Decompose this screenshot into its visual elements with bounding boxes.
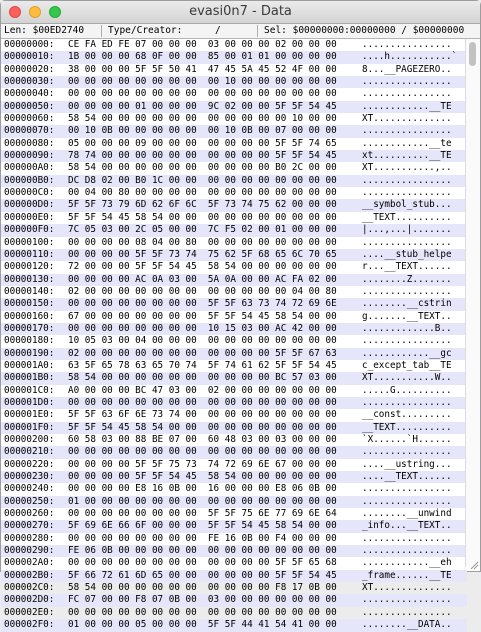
row-hex-bytes[interactable]: 00 00 00 00 08 04 00 80 00 00 00 00 00 00 00 00 (68, 236, 337, 248)
hex-row[interactable] (1, 138, 467, 150)
row-hex-bytes[interactable]: 05 00 00 00 09 00 00 00 00 00 00 00 5F 5F 74 65 (68, 137, 337, 149)
hex-row[interactable] (1, 619, 467, 631)
divider (257, 25, 258, 37)
row-hex-bytes[interactable]: 78 74 00 00 00 00 00 00 00 00 00 00 5F 5F 54 45 (68, 150, 337, 162)
row-hex-bytes[interactable]: 00 00 00 00 00 00 00 00 00 00 00 00 5F 5F 65 68 (68, 557, 337, 569)
row-ascii[interactable]: ................ (362, 335, 452, 347)
row-address: 00000230: (4, 471, 55, 483)
hex-row[interactable] (1, 311, 467, 323)
row-address: 00000030: (4, 76, 55, 88)
row-hex-bytes[interactable]: 5F 5F 73 79 6D 62 6F 6C 5F 73 74 75 62 00 00 00 (68, 199, 337, 211)
row-address: 00000120: (4, 261, 55, 273)
row-ascii[interactable]: ........__unwind (362, 508, 452, 520)
row-ascii[interactable]: __symbol_stub... (362, 199, 452, 211)
length-readout: Len: $00ED2740 (4, 25, 85, 36)
row-hex-bytes[interactable]: 00 00 00 00 5F 5F 54 45 58 54 00 00 00 00 00 00 (68, 471, 337, 483)
row-address: 00000260: (4, 508, 55, 520)
hex-row[interactable] (1, 274, 467, 286)
row-address: 000000D0: (4, 199, 55, 211)
row-hex-bytes[interactable]: 60 58 03 00 88 BE 07 00 60 48 03 00 03 00 00 00 (68, 434, 337, 445)
row-address: 000000A0: (4, 162, 55, 174)
hex-row[interactable] (1, 607, 467, 619)
hex-row[interactable] (1, 520, 467, 532)
row-ascii[interactable]: g.......__TEXT.. (362, 310, 452, 322)
row-ascii[interactable]: ................ (362, 187, 452, 199)
row-hex-bytes[interactable]: A0 00 00 00 BC 47 03 00 02 00 00 00 00 00 00 00 (68, 384, 337, 396)
row-ascii[interactable]: ................ (362, 532, 452, 544)
row-address: 00000200: (4, 434, 55, 445)
type-creator-label[interactable]: Type/Creator: (108, 25, 183, 36)
hex-row[interactable] (1, 249, 467, 261)
row-ascii[interactable]: r...__TEXT...... (362, 261, 452, 273)
row-hex-bytes[interactable]: 00 00 00 00 5F 5F 75 73 74 72 69 6E 67 00 00 00 (68, 458, 337, 470)
hex-row[interactable] (1, 348, 467, 360)
row-address: 000001E0: (4, 409, 55, 421)
row-ascii[interactable]: ........Z....... (362, 273, 452, 285)
row-hex-bytes[interactable]: 00 00 00 00 AC 0A 03 00 5A 0A 00 00 AC FA 02 00 (68, 273, 337, 285)
hex-row[interactable] (1, 64, 467, 76)
row-ascii[interactable]: ................ (362, 236, 452, 248)
hex-row[interactable] (1, 496, 467, 508)
row-hex-bytes[interactable]: 5F 69 6E 66 6F 00 00 00 5F 5F 54 45 58 54 00 00 (68, 520, 337, 532)
row-ascii[interactable]: c_except_tab__TE (362, 359, 452, 371)
hex-row[interactable] (1, 360, 467, 372)
row-address: 00000250: (4, 495, 55, 507)
row-hex-bytes[interactable]: 00 00 00 00 00 00 00 00 00 00 00 00 00 00 00 00 (68, 446, 337, 458)
row-ascii[interactable]: ................ (362, 396, 452, 408)
row-hex-bytes[interactable]: 10 05 03 00 04 00 00 00 00 00 00 00 00 00 00 00 (68, 335, 337, 347)
hex-row[interactable] (1, 434, 467, 446)
row-address: 000002E0: (4, 606, 55, 618)
row-ascii[interactable]: ................ (362, 446, 452, 458)
hex-row[interactable] (1, 212, 467, 224)
row-address: 00000110: (4, 248, 55, 260)
hex-row[interactable] (1, 533, 467, 545)
row-address: 00000130: (4, 273, 55, 285)
row-ascii[interactable]: |...,...|....... (362, 224, 452, 236)
hex-row[interactable] (1, 125, 467, 137)
row-ascii[interactable]: __const......... (362, 409, 452, 421)
row-ascii[interactable]: ................ (362, 39, 452, 50)
row-ascii[interactable]: ....__TEXT...... (362, 471, 452, 483)
hex-row[interactable] (1, 187, 467, 199)
row-hex-bytes[interactable]: 00 00 00 00 00 00 00 00 10 15 03 00 AC 42 00 00 (68, 322, 337, 334)
row-hex-bytes[interactable]: 5F 5F 63 6F 6E 73 74 00 00 00 00 00 00 00 00 00 (68, 409, 337, 421)
row-address: 000002F0: (4, 619, 55, 631)
row-address: 00000170: (4, 322, 55, 334)
hex-row[interactable] (1, 101, 467, 113)
hex-row[interactable] (1, 298, 467, 310)
row-hex-bytes[interactable]: 5F 5F 54 45 58 54 00 00 00 00 00 00 00 00 00 00 (68, 421, 337, 433)
row-hex-bytes[interactable]: 58 54 00 00 00 00 00 00 00 00 00 00 BC 57 03 00 (68, 372, 337, 384)
hex-row[interactable] (1, 446, 467, 458)
row-address: 00000210: (4, 446, 55, 458)
hex-row[interactable] (1, 113, 467, 125)
row-hex-bytes[interactable]: 02 00 00 00 00 00 00 00 00 00 00 00 5F 5F 67 63 (68, 347, 337, 359)
row-hex-bytes[interactable]: 01 00 00 00 05 00 00 00 5F 5F 44 41 54 41 00 00 (68, 619, 337, 631)
row-address: 00000060: (4, 113, 55, 125)
row-hex-bytes[interactable]: 00 00 00 00 00 00 00 00 5F 5F 75 6E 77 69 6E 64 (68, 508, 337, 520)
hex-row[interactable] (1, 545, 467, 557)
row-address: 000000F0: (4, 224, 55, 236)
hex-row[interactable] (1, 76, 467, 88)
row-ascii[interactable]: ................ (362, 88, 452, 100)
row-ascii[interactable]: ............__eh (362, 557, 452, 569)
row-address: 00000160: (4, 310, 55, 322)
row-address: 00000240: (4, 483, 55, 495)
row-ascii[interactable]: ................ (362, 606, 452, 618)
row-ascii[interactable]: ............__TE (362, 100, 452, 112)
row-address: 00000050: (4, 100, 55, 112)
row-ascii[interactable]: ................ (362, 594, 452, 606)
row-ascii[interactable]: ....__ustring... (362, 458, 452, 470)
row-address: 000002B0: (4, 569, 55, 581)
hex-row[interactable] (1, 237, 467, 249)
row-ascii[interactable]: ................ (362, 545, 452, 557)
resize-grip-icon[interactable] (469, 560, 479, 570)
row-address: 000000E0: (4, 211, 55, 223)
hex-row[interactable] (1, 422, 467, 434)
row-ascii[interactable]: ................ (362, 285, 452, 297)
hex-row[interactable] (1, 483, 467, 495)
hex-row[interactable] (1, 570, 467, 582)
row-ascii[interactable]: .....G.......... (362, 384, 452, 396)
row-address: 000001A0: (4, 359, 55, 371)
row-address: 000001C0: (4, 384, 55, 396)
row-ascii[interactable]: ....h...........` (362, 51, 458, 63)
row-hex-bytes[interactable]: 5F 66 72 61 6D 65 00 00 00 00 00 00 5F 5F 54 45 (68, 569, 337, 581)
row-hex-bytes[interactable]: 02 00 00 00 00 00 00 00 00 00 00 00 00 04 00 80 (68, 285, 337, 297)
hex-row[interactable] (1, 372, 467, 384)
row-hex-bytes[interactable]: 58 54 00 00 00 00 00 00 00 00 00 00 00 10 00 00 (68, 113, 337, 125)
row-hex-bytes[interactable]: 00 00 00 00 00 00 00 00 00 00 00 00 00 00 00 00 (68, 88, 337, 100)
row-ascii[interactable]: ............__te (362, 137, 452, 149)
row-ascii[interactable]: _frame......__TE (362, 569, 452, 581)
vertical-scrollbar[interactable] (465, 39, 480, 567)
hex-row[interactable] (1, 459, 467, 471)
hex-row[interactable] (1, 582, 467, 594)
hex-row[interactable] (1, 39, 467, 51)
row-ascii[interactable]: ................ (362, 483, 452, 495)
hex-row[interactable] (1, 557, 467, 569)
row-hex-bytes[interactable]: FE 06 0B 00 00 00 00 00 00 00 00 00 00 00 00 00 (68, 545, 337, 557)
row-address: 000001B0: (4, 372, 55, 384)
row-hex-bytes[interactable]: CE FA ED FE 07 00 00 00 03 00 00 00 02 00 00 00 (68, 39, 337, 50)
row-address: 00000070: (4, 125, 55, 137)
row-ascii[interactable]: xt..........__TE (362, 150, 452, 162)
row-address: 00000090: (4, 150, 55, 162)
row-hex-bytes[interactable]: 7C 05 03 00 2C 05 00 00 7C F5 02 00 01 00 00 00 (68, 224, 337, 236)
row-hex-bytes[interactable]: 1B 00 00 00 68 0F 00 00 85 00 01 01 00 00 00 00 (68, 51, 337, 63)
row-hex-bytes[interactable]: 00 00 00 00 5F 5F 73 74 75 62 5F 68 65 6C 70 65 (68, 248, 337, 260)
row-hex-bytes[interactable]: 00 00 00 00 00 00 00 00 5F 5F 63 73 74 72 69 6E (68, 298, 337, 310)
row-hex-bytes[interactable]: 00 00 00 00 00 00 00 00 00 10 00 00 00 00 00 00 (68, 76, 337, 88)
row-ascii[interactable]: .............B.. (362, 322, 452, 334)
hex-row[interactable] (1, 51, 467, 63)
row-address: 000000C0: (4, 187, 55, 199)
row-ascii[interactable]: ................ (362, 495, 452, 507)
row-hex-bytes[interactable]: DC D8 02 00 B0 1C 00 00 00 00 00 00 00 00 00 00 (68, 174, 337, 186)
hex-row[interactable] (1, 323, 467, 335)
row-address: 000001D0: (4, 396, 55, 408)
hex-row[interactable] (1, 175, 467, 187)
hex-row[interactable] (1, 224, 467, 236)
row-hex-bytes[interactable]: 63 5F 65 78 63 65 70 74 5F 74 61 62 5F 5F 54 45 (68, 359, 337, 371)
row-address: 000002A0: (4, 557, 55, 569)
hex-row[interactable] (1, 335, 467, 347)
row-ascii[interactable]: ................ (362, 174, 452, 186)
row-address: 000002C0: (4, 582, 55, 594)
type-creator-value[interactable]: / (215, 25, 221, 36)
row-ascii[interactable]: `X......`H...... (362, 434, 452, 445)
row-hex-bytes[interactable]: 00 00 00 00 01 00 00 00 9C 02 00 00 5F 5F 54 45 (68, 100, 337, 112)
row-address: 00000190: (4, 347, 55, 359)
row-address: 00000140: (4, 285, 55, 297)
row-hex-bytes[interactable]: 72 00 00 00 5F 5F 54 45 58 54 00 00 00 00 00 00 (68, 261, 337, 273)
row-hex-bytes[interactable]: 00 10 0B 00 00 00 00 00 00 10 0B 00 07 00 00 00 (68, 125, 337, 137)
row-hex-bytes[interactable]: 00 04 00 80 00 00 00 00 00 00 00 00 00 00 00 00 (68, 187, 337, 199)
hex-row[interactable] (1, 150, 467, 162)
row-hex-bytes[interactable]: 01 00 00 00 00 00 00 00 00 00 00 00 00 00 00 00 (68, 495, 337, 507)
row-hex-bytes[interactable]: 5F 5F 54 45 58 54 00 00 00 00 00 00 00 00 00 00 (68, 211, 337, 223)
row-hex-bytes[interactable]: 00 00 00 00 00 00 00 00 00 00 00 00 00 00 00 00 (68, 396, 337, 408)
row-ascii[interactable]: XT...........,.. (362, 162, 452, 174)
hex-row[interactable] (1, 409, 467, 421)
row-address: 00000020: (4, 63, 55, 75)
row-ascii[interactable]: ................ (362, 76, 452, 88)
row-ascii[interactable]: __TEXT.......... (362, 421, 452, 433)
row-hex-bytes[interactable]: 58 54 00 00 00 00 00 00 00 00 00 00 B0 2C 00 00 (68, 162, 337, 174)
row-address: 000002D0: (4, 594, 55, 606)
row-ascii[interactable]: 8...__PAGEZERO.. (362, 63, 452, 75)
row-hex-bytes[interactable]: 38 00 00 00 5F 5F 50 41 47 45 5A 45 52 4F 00 00 (68, 63, 337, 75)
row-ascii[interactable]: ............__gc (362, 347, 452, 359)
hex-row[interactable] (1, 162, 467, 174)
row-hex-bytes[interactable]: 00 00 00 00 E8 16 0B 00 16 00 00 00 E8 06 0B 00 (68, 483, 337, 495)
row-ascii[interactable]: XT.............. (362, 582, 452, 594)
row-address: 00000280: (4, 532, 55, 544)
row-ascii[interactable]: ................ (362, 125, 452, 137)
hex-row[interactable] (1, 397, 467, 409)
row-ascii[interactable]: __TEXT.......... (362, 211, 452, 223)
row-hex-bytes[interactable]: 67 00 00 00 00 00 00 00 5F 5F 54 45 58 54 00 00 (68, 310, 337, 322)
row-address: 00000040: (4, 88, 55, 100)
hex-row[interactable] (1, 471, 467, 483)
row-ascii[interactable]: _info...__TEXT.. (362, 520, 452, 532)
hex-row[interactable] (1, 286, 467, 298)
hex-row[interactable] (1, 508, 467, 520)
row-address: 000000B0: (4, 174, 55, 186)
row-ascii[interactable]: ........__cstrin (362, 298, 452, 310)
row-address: 00000000: (4, 39, 55, 50)
row-ascii[interactable]: XT.............. (362, 113, 452, 125)
row-address: 00000150: (4, 298, 55, 310)
row-address: 00000010: (4, 51, 55, 63)
row-ascii[interactable]: ....__stub_helpe (362, 248, 452, 260)
hex-row[interactable] (1, 594, 467, 606)
row-hex-bytes[interactable]: 00 00 00 00 00 00 00 00 FE 16 0B 00 F4 00 00 00 (68, 532, 337, 544)
scrollbar-thumb[interactable] (469, 42, 476, 66)
title-bar[interactable] (1, 1, 480, 24)
row-address: 00000180: (4, 335, 55, 347)
row-ascii[interactable]: XT...........W.. (362, 372, 452, 384)
info-bar (1, 24, 480, 39)
row-address: 000001F0: (4, 421, 55, 433)
row-address: 00000290: (4, 545, 55, 557)
row-ascii[interactable]: ........__DATA.. (362, 619, 452, 631)
row-hex-bytes[interactable]: FC 07 00 00 F8 07 0B 00 03 00 00 00 00 00 00 00 (68, 594, 337, 606)
row-address: 00000080: (4, 137, 55, 149)
hex-row[interactable] (1, 199, 467, 211)
hex-row[interactable] (1, 385, 467, 397)
hex-row[interactable] (1, 88, 467, 100)
hex-row[interactable] (1, 261, 467, 273)
row-address: 00000220: (4, 458, 55, 470)
row-hex-bytes[interactable]: 00 00 00 00 00 00 00 00 00 00 00 00 00 00 00 00 (68, 606, 337, 618)
row-address: 00000270: (4, 520, 55, 532)
row-address: 00000100: (4, 236, 55, 248)
window-title: evasi0n7 - Data (189, 4, 292, 19)
row-hex-bytes[interactable]: 58 54 00 00 00 00 00 00 00 00 00 00 F8 17 0B 00 (68, 582, 337, 594)
divider (101, 25, 102, 37)
selection-readout: Sel: $00000000:00000000 / $00000000 (264, 25, 465, 36)
hex-view[interactable] (1, 39, 467, 631)
